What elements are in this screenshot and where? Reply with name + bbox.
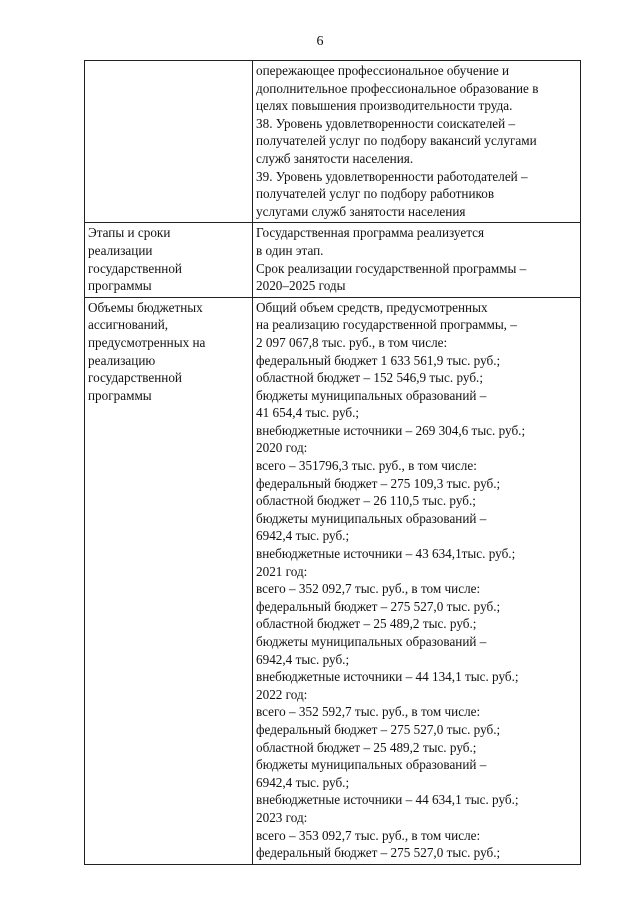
page-number: 6 <box>316 34 324 49</box>
content-line: областной бюджет – 26 110,5 тыс. руб.; <box>256 493 476 509</box>
content-line: бюджеты муниципальных образований – <box>256 510 487 526</box>
content-line: 2023 год: <box>256 809 308 825</box>
content-line: Общий объем средств, предусмотренных <box>256 299 488 315</box>
label-line: реализацию <box>88 352 156 368</box>
content-line: дополнительное профессиональное образование в <box>256 80 539 96</box>
content-line: бюджеты муниципальных образований – <box>256 757 487 773</box>
label-line: Этапы и сроки <box>88 225 171 241</box>
content-line: бюджеты муниципальных образований – <box>256 634 487 649</box>
label-line: государственной <box>88 370 182 386</box>
row-content-cell <box>253 61 581 223</box>
label-line: программы <box>88 387 152 403</box>
row-label-cell <box>85 297 253 864</box>
content-line: 38. Уровень удовлетворенности соискателей – <box>256 115 516 131</box>
content-line: областной бюджет – 25 489,2 тыс. руб.; <box>256 616 477 632</box>
content-line: 39. Уровень удовлетворенности работодателей – <box>256 168 528 184</box>
row-content-cell <box>253 223 581 297</box>
content-line: внебюджетные источники – 43 634,1тыс. руб.; <box>256 546 516 562</box>
label-line: Объемы бюджетных <box>88 299 203 315</box>
content-line: Срок реализации государственной программы – <box>256 260 527 276</box>
content-line: федеральный бюджет – 275 527,0 тыс. руб.; <box>256 845 501 861</box>
content-line: внебюджетные источники – 44 134,1 тыс. руб.; <box>256 669 519 685</box>
content-line: всего – 352 592,7 тыс. руб., в том числе: <box>256 704 481 720</box>
content-line: Государственная программа реализуется <box>256 225 485 241</box>
label-line: реализации <box>88 242 153 258</box>
content-line: 6942,4 тыс. руб.; <box>256 774 350 790</box>
label-line: предусмотренных на <box>88 334 206 350</box>
row-label-cell <box>85 61 253 223</box>
content-line: всего – 352 092,7 тыс. руб., в том числе: <box>256 581 481 597</box>
row-content-cell <box>253 297 581 864</box>
content-line: услугами служб занятости населения <box>256 203 466 219</box>
content-line: 2020 год: <box>256 440 308 456</box>
content-line: 6942,4 тыс. руб.; <box>256 651 350 667</box>
row-label-cell <box>85 223 253 297</box>
content-line: служб занятости населения. <box>256 150 414 166</box>
label-line: государственной <box>88 260 182 276</box>
content-line: 6942,4 тыс. руб.; <box>256 528 350 544</box>
content-line: внебюджетные источники – 269 304,6 тыс. руб.; <box>256 422 526 438</box>
content-line: областной бюджет – 25 489,2 тыс. руб.; <box>256 739 477 755</box>
content-line: 2021 год: <box>256 563 308 579</box>
content-line: 2022 год: <box>256 686 308 702</box>
table-row <box>85 223 581 297</box>
content-line: внебюджетные источники – 44 634,1 тыс. руб.; <box>256 792 519 808</box>
table-row <box>85 297 581 864</box>
content-line: опережающее профессиональное обучение и <box>256 63 510 78</box>
content-line: всего – 353 092,7 тыс. руб., в том числе: <box>256 827 481 843</box>
content-line: федеральный бюджет – 275 527,0 тыс. руб.; <box>256 598 501 614</box>
content-line: федеральный бюджет – 275 109,3 тыс. руб.; <box>256 475 501 491</box>
content-line: получателей услуг по подбору работников <box>256 186 495 202</box>
content-line: получателей услуг по подбору вакансий услугами <box>256 133 537 149</box>
content-line: 2020–2025 годы <box>256 278 346 294</box>
content-line: областной бюджет – 152 546,9 тыс. руб.; <box>256 370 483 386</box>
passport-table <box>84 60 581 865</box>
content-line: бюджеты муниципальных образований – <box>256 387 487 403</box>
label-line: программы <box>88 278 152 294</box>
content-line: 2 097 067,8 тыс. руб., в том числе: <box>256 334 448 350</box>
table-row <box>85 61 581 223</box>
content-line: целях повышения производительности труда. <box>256 98 513 114</box>
content-line: 41 654,4 тыс. руб.; <box>256 405 360 421</box>
label-line: ассигнований, <box>88 317 169 333</box>
content-line: на реализацию государственной программы, – <box>256 317 517 333</box>
content-line: всего – 351796,3 тыс. руб., в том числе: <box>256 458 477 474</box>
content-line: федеральный бюджет 1 633 561,9 тыс. руб.; <box>256 352 501 368</box>
content-line: в один этап. <box>256 242 324 258</box>
content-line: федеральный бюджет – 275 527,0 тыс. руб.; <box>256 721 501 737</box>
